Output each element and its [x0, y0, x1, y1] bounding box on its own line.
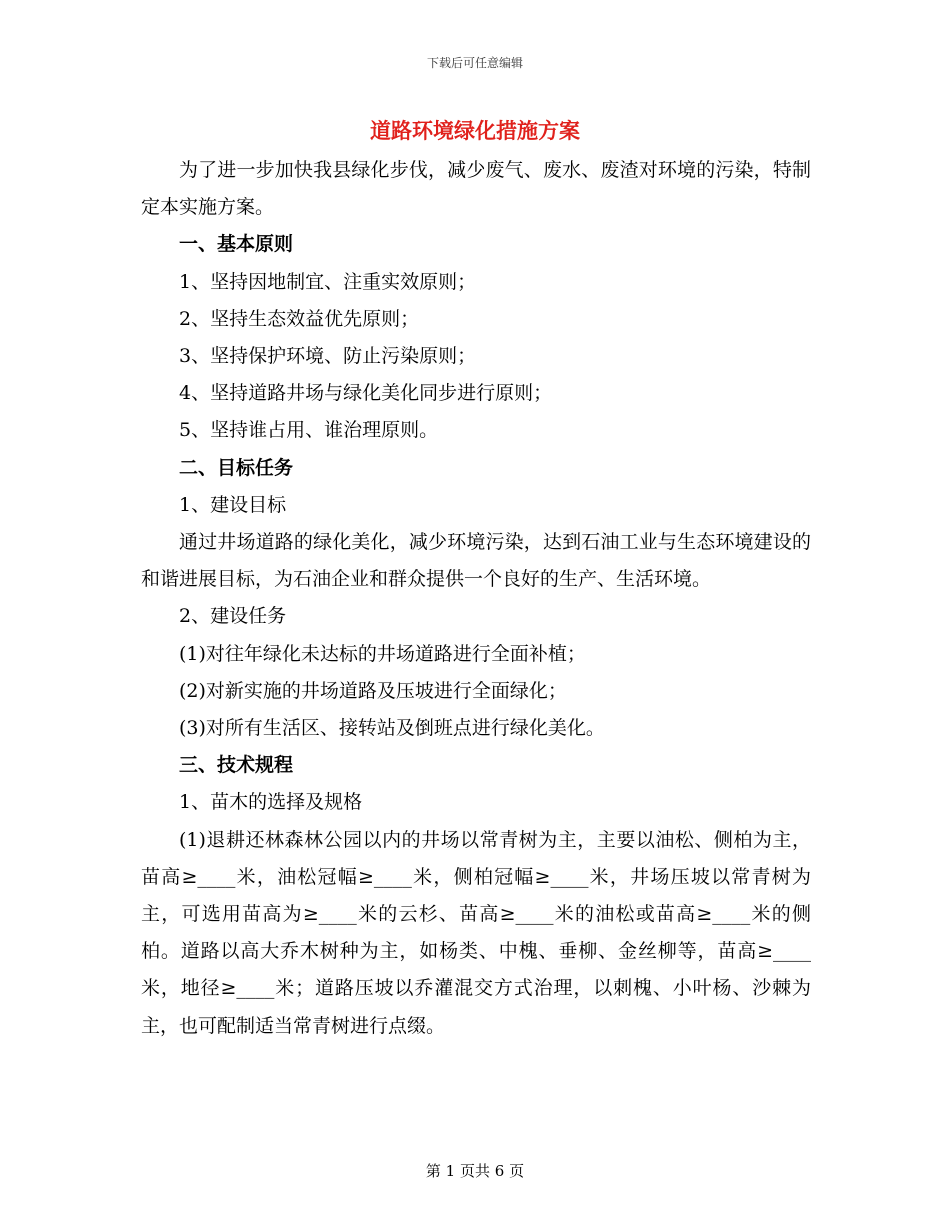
principle-item: 5、坚持谁占用、谁治理原则。 [179, 419, 439, 442]
section-heading-basic-principles: 一、基本原则 [179, 233, 294, 256]
page-header-note: 下载后可任意编辑 [426, 56, 523, 70]
principle-item: 4、坚持道路井场与绿化美化同步进行原则； [179, 382, 553, 405]
task-item: (1)对往年绿化未达标的井场道路进行全面补植； [179, 642, 586, 665]
principle-item: 3、坚持保护环境、防止污染原则； [179, 345, 477, 368]
task-item: (2)对新实施的井场道路及压坡进行全面绿化； [179, 679, 567, 702]
subheading-construction-tasks: 2、建设任务 [179, 605, 287, 628]
section-heading-goals-tasks: 二、目标任务 [179, 456, 294, 479]
subheading-seedling-selection: 1、苗木的选择及规格 [179, 791, 363, 814]
principle-item: 2、坚持生态效益优先原则； [179, 307, 420, 330]
page-number: 第 1 页共 6 页 [425, 1162, 525, 1180]
principle-item: 1、坚持因地制宜、注重实效原则； [179, 270, 477, 293]
document-body [141, 152, 811, 1045]
goal-paragraph: 通过井场道路的绿化美化，减少环境污染，达到石油工业与生态环境建设的和谐进展目标，为石油企业和群众提供一个良好的生产、生活环境。 [141, 531, 811, 591]
intro-paragraph: 为了进一步加快我县绿化步伐，减少废气、废水、废渣对环境的污染，特制定本实施方案。 [141, 159, 811, 219]
task-item: (3)对所有生活区、接转站及倒班点进行绿化美化。 [179, 717, 605, 740]
section-heading-technical-rules: 三、技术规程 [179, 754, 294, 777]
document-title: 道路环境绿化措施方案 [370, 118, 580, 143]
seedling-spec-paragraph: (1)退耕还林森林公园以内的井场以常青树为主，主要以油松、侧柏为主，苗高≥____米，油松冠幅≥____米，侧柏冠幅≥____米，井场压坡以常青树为主，可选用苗高为≥____米的云杉、苗高≥____米的油松或苗高≥____米的侧柏。道路以高大乔木树种为主，如杨类、中槐、垂柳、金丝柳等，苗高≥____米，地径≥____米；道路压坡以乔灌混交方式治理，以刺槐、小叶杨、沙棘为主，也可配制适当常青树进行点缀。 [141, 828, 811, 1037]
subheading-construction-goal: 1、建设目标 [179, 493, 287, 516]
